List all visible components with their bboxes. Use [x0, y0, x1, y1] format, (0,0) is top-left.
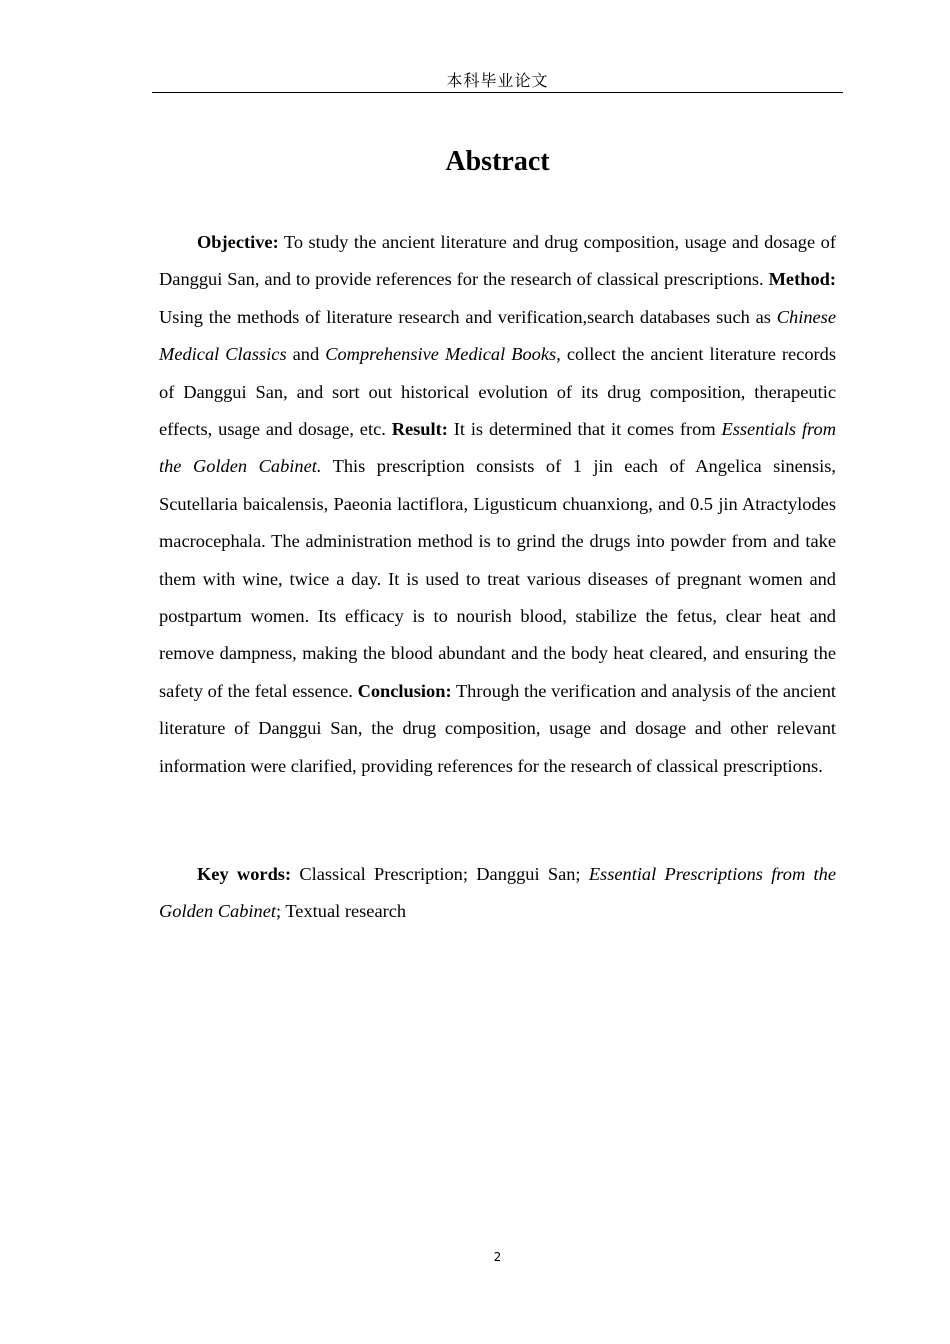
abstract-paragraph: [159, 224, 836, 785]
method-source-1: Chinese Medical Classics: [159, 306, 836, 365]
method-text-continued: , collect the ancient literature records of Danggui San, and sort out historical evolution of its drug composition, therapeutic effects, usage and dosage, etc.: [159, 344, 837, 440]
conclusion-text: Through the verification and analysis of the ancient literature of Danggui San, the drug composition, usage and dosage and other relevant information were clarified, providing references for the research of classical prescriptions.: [159, 680, 836, 776]
objective-label: Objective:: [197, 232, 279, 252]
result-text: It is determined that it comes from: [447, 419, 722, 440]
method-source-2: Comprehensive Medical Books: [325, 344, 557, 365]
result-source: Essentials from the Golden Cabinet.: [159, 419, 837, 477]
keywords-paragraph: [159, 856, 836, 931]
conclusion-label: Conclusion:: [357, 680, 452, 701]
objective-text: To study the ancient literature and drug composition, usage and dosage of Danggui San, and to provide references for the research of classical prescriptions.: [159, 232, 836, 290]
method-label: Method:: [768, 269, 836, 290]
keywords-text-end: ; Textual research: [275, 901, 407, 922]
keywords-text: Classical Prescription; Danggui San;: [291, 864, 589, 884]
keywords-source: Essential Prescriptions from the Golden Cabinet: [159, 864, 836, 922]
page-title: Abstract: [445, 146, 550, 177]
method-text: Using the methods of literature research and verification,search databases such as: [159, 306, 777, 327]
result-label: Result:: [391, 419, 448, 440]
method-text-connector: and: [286, 344, 326, 365]
keywords-label: Key words:: [197, 864, 292, 884]
running-header: 本科毕业论文: [152, 70, 843, 93]
result-text-continued: This prescription consists of 1 jin each of Angelica sinensis, Scutellaria baicalensis, Paeonia lactiflora, Ligusticum chuanxiong, and 0.5 jin Atractylodes macrocephala. The administration method is to grind the drugs into powder from and take them with wine, twice a day. It is used to treat various diseases of pregnant women and postpartum women. Its efficacy is to nourish blood, stabilize the fetus, clear heat and remove dampness, making the blood abundant and the body heat cleared, and ensuring the safety of the fetal essence.: [159, 456, 836, 701]
page-number: 2: [493, 1250, 502, 1264]
